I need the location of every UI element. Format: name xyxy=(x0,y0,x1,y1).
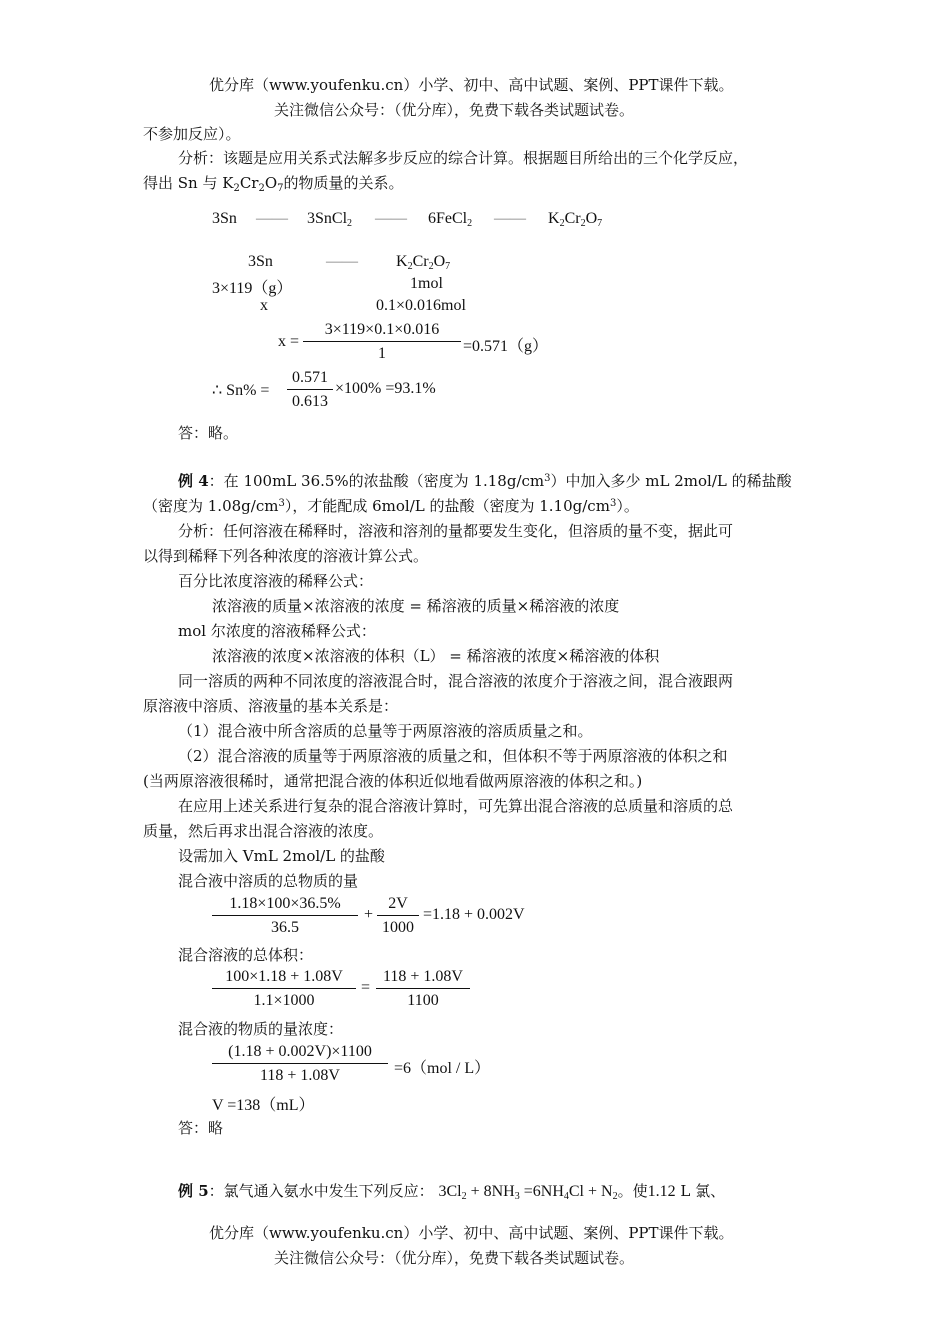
chain-dash-2: —— xyxy=(375,210,407,227)
ex4-vol-title: 混合溶液的总体积： xyxy=(178,946,314,964)
ex4-rule-2: （2）混合溶液的质量等于两原溶液的质量之和，但体积不等于两原溶液的体积之和 xyxy=(178,747,728,765)
sn-lhs: ∴ Sn% = xyxy=(212,382,270,399)
ex3-analysis-line-1: 分析：该题是应用关系式法解多步反应的综合计算。根据题目所给出的三个化学反应， xyxy=(178,149,749,167)
chain-3sn: 3Sn xyxy=(212,210,237,227)
chain-3sncl2 xyxy=(307,210,352,228)
ex4-q2-a: （密度为 1.08g/cm xyxy=(143,497,279,515)
ex4-question-line-2 xyxy=(143,495,639,516)
x-lhs: x = xyxy=(278,333,300,350)
f3-numerator: (1.18 + 0.002V)×1100 xyxy=(212,1043,388,1064)
f2b-denominator: 1100 xyxy=(407,992,439,1009)
chain-k2cr2o7 xyxy=(548,210,602,228)
ex4-mix-2: 原溶液中溶质、溶液量的基本关系是： xyxy=(143,697,399,715)
ex4-conc-title: 混合液的物质的量浓度： xyxy=(178,1020,344,1038)
sub: 7 xyxy=(445,261,451,272)
ex5-amount: 1.12 xyxy=(647,1183,676,1200)
rel-dash: —— xyxy=(326,253,358,270)
f2b-numerator: 118 + 1.08V xyxy=(376,968,470,989)
eq-part: Cl + N xyxy=(568,1183,613,1200)
sup: 3 xyxy=(609,498,617,509)
rel-row3-left: x xyxy=(260,297,268,314)
x-fraction xyxy=(303,321,461,363)
sub: 3 xyxy=(514,1191,520,1202)
sup: 3 xyxy=(278,498,285,509)
ex4-q2-c: ）。 xyxy=(616,497,639,515)
ex4-analysis-1: 分析：任何溶液在稀释时，溶液和溶剂的量都要发生变化，但溶质的量不变，据此可 xyxy=(178,522,734,540)
ex5-line xyxy=(178,1180,725,1201)
ex5-equation xyxy=(438,1183,617,1200)
f3-fraction xyxy=(212,1043,388,1085)
ex5-text-c: L 氯、 xyxy=(675,1182,726,1200)
sub: 2 xyxy=(428,261,434,272)
sub: 2 xyxy=(258,183,265,194)
eq-part: + 8NH xyxy=(466,1183,515,1200)
sn-fraction xyxy=(287,369,333,411)
f1-fraction xyxy=(212,895,358,937)
ex4-analysis-2: 以得到稀释下列各种浓度的溶液计算公式。 xyxy=(143,547,429,565)
sub: 7 xyxy=(277,183,284,194)
sub: 2 xyxy=(580,218,586,229)
f2-fraction xyxy=(212,968,356,1010)
cr: Cr xyxy=(412,253,429,270)
ex5-label: 例 5 xyxy=(178,1182,209,1200)
eq-part: 3Cl xyxy=(438,1183,462,1200)
footer-line-1: 优分库（www.youfenku.cn）小学、初中、高中试题、案例、PPT课件下载。 xyxy=(209,1224,734,1242)
f3-rhs: =6（mol / L） xyxy=(394,1060,491,1077)
formula-part: O xyxy=(264,174,278,192)
ex3-analysis-text-b: 的物质量的关系。 xyxy=(283,174,404,192)
f1-numerator: 1.18×100×36.5% xyxy=(212,895,358,916)
sn-rhs: ×100% =93.1% xyxy=(335,380,436,397)
o: O xyxy=(433,253,446,270)
ex4-q1: ：在 100mL 36.5%的浓盐酸（密度为 1.18g/cm xyxy=(208,472,545,490)
chain-3sncl: 3SnCl xyxy=(307,210,348,227)
k: K xyxy=(396,253,408,270)
x-denominator: 1 xyxy=(378,345,386,362)
ex3-analysis-line-2 xyxy=(143,172,404,193)
chain-dash-1: —— xyxy=(256,210,288,227)
sub: 2 xyxy=(347,218,353,229)
ex5-text-b: 。使 xyxy=(617,1182,648,1200)
f2b-fraction xyxy=(376,968,470,1010)
ex4-mix-1: 同一溶质的两种不同浓度的溶液混合时，混合溶液的浓度介于溶液之间，混合液跟两 xyxy=(178,672,734,690)
ex4-answer: 答：略 xyxy=(178,1119,224,1137)
formula-part: Cr xyxy=(239,174,259,192)
ex4-app-2: 质量，然后再求出混合溶液的浓度。 xyxy=(143,822,384,840)
ex4-mol-title: mol 尔浓度的溶液稀释公式： xyxy=(178,622,376,640)
chain-6fecl2 xyxy=(428,210,472,228)
f1-denominator: 36.5 xyxy=(271,919,299,936)
rel-row2-left: 3×119（g） xyxy=(212,280,293,297)
rel-row2-right: 1mol xyxy=(410,275,443,292)
ex4-app-1: 在应用上述关系进行复杂的混合溶液计算时，可先算出混合溶液的总质量和溶质的总 xyxy=(178,797,734,815)
ex3-continuation: 不参加反应）。 xyxy=(143,125,241,143)
f1-plus: + xyxy=(364,906,374,923)
x-numerator: 3×119×0.1×0.016 xyxy=(303,321,461,342)
sub: 2 xyxy=(461,1191,467,1202)
f1b-numerator: 2V xyxy=(377,895,419,916)
sub: 2 xyxy=(559,218,565,229)
ex4-q1-end: ）中加入多少 mL 2mol/L 的稀盐酸 xyxy=(550,472,792,490)
sub: 7 xyxy=(597,218,603,229)
ex3-answer: 答：略。 xyxy=(178,424,239,442)
ex4-rule-1: （1）混合液中所含溶质的总量等于两原溶液的溶质质量之和。 xyxy=(178,722,593,740)
rel-row3-right: 0.1×0.016mol xyxy=(376,297,466,314)
ex4-pct-formula: 浓溶液的质量×浓溶液的浓度 = 稀溶液的质量×稀溶液的浓度 xyxy=(212,597,620,615)
sub: 2 xyxy=(612,1191,618,1202)
header-line-2: 关注微信公众号：（优分库），免费下载各类试题试卷。 xyxy=(274,101,635,119)
ex4-question-line-1 xyxy=(178,470,792,491)
sn-numerator: 0.571 xyxy=(287,369,333,390)
header-line-1: 优分库（www.youfenku.cn）小学、初中、高中试题、案例、PPT课件下载。 xyxy=(209,76,734,94)
f2-equals: = xyxy=(361,979,371,996)
f1-rhs: =1.18 + 0.002V xyxy=(423,906,525,923)
ex4-assume: 设需加入 VmL 2mol/L 的盐酸 xyxy=(178,847,385,865)
k: K xyxy=(548,210,560,227)
sub: 2 xyxy=(467,218,473,229)
ex5-text-a: ：氯气通入氨水中发生下列反应： xyxy=(208,1182,434,1200)
ex3-analysis-text-a: 得出 Sn 与 K xyxy=(143,174,234,192)
sub: 2 xyxy=(407,261,413,272)
chain-6fecl: 6FeCl xyxy=(428,210,468,227)
eq-part: =6NH xyxy=(519,1183,564,1200)
sup: 3 xyxy=(544,473,551,484)
f2-numerator: 100×1.18 + 1.08V xyxy=(212,968,356,989)
f1b-fraction xyxy=(377,895,419,937)
footer-line-2: 关注微信公众号：（优分库），免费下载各类试题试卷。 xyxy=(274,1249,635,1267)
chain-dash-3: —— xyxy=(494,210,526,227)
sn-denominator: 0.613 xyxy=(292,393,328,410)
ex4-label: 例 4 xyxy=(178,472,209,490)
f2-denominator: 1.1×1000 xyxy=(253,992,315,1009)
ex4-total-title: 混合液中溶质的总物质的量 xyxy=(178,872,359,890)
rel-k2cr2o7 xyxy=(396,253,450,271)
sub: 4 xyxy=(563,1191,569,1202)
ex4-rule-2b: (当两原溶液很稀时，通常把混合液的体积近似地看做两原溶液的体积之和。) xyxy=(143,772,643,790)
ex4-v-result: V =138（mL） xyxy=(212,1097,315,1114)
x-rhs: =0.571（g） xyxy=(463,338,549,355)
o: O xyxy=(585,210,598,227)
f3-denominator: 118 + 1.08V xyxy=(260,1067,340,1084)
sub: 2 xyxy=(233,183,240,194)
ex4-q2-b: ），才能配成 6mol/L 的盐酸（密度为 1.10g/cm xyxy=(284,497,610,515)
ex4-mol-formula: 浓溶液的浓度×浓溶液的体积（L） = 稀溶液的浓度×稀溶液的体积 xyxy=(212,647,660,665)
ex4-pct-title: 百分比浓度溶液的稀释公式： xyxy=(178,572,374,590)
rel-3sn: 3Sn xyxy=(248,253,273,270)
f1b-denominator: 1000 xyxy=(382,919,414,936)
cr: Cr xyxy=(564,210,581,227)
